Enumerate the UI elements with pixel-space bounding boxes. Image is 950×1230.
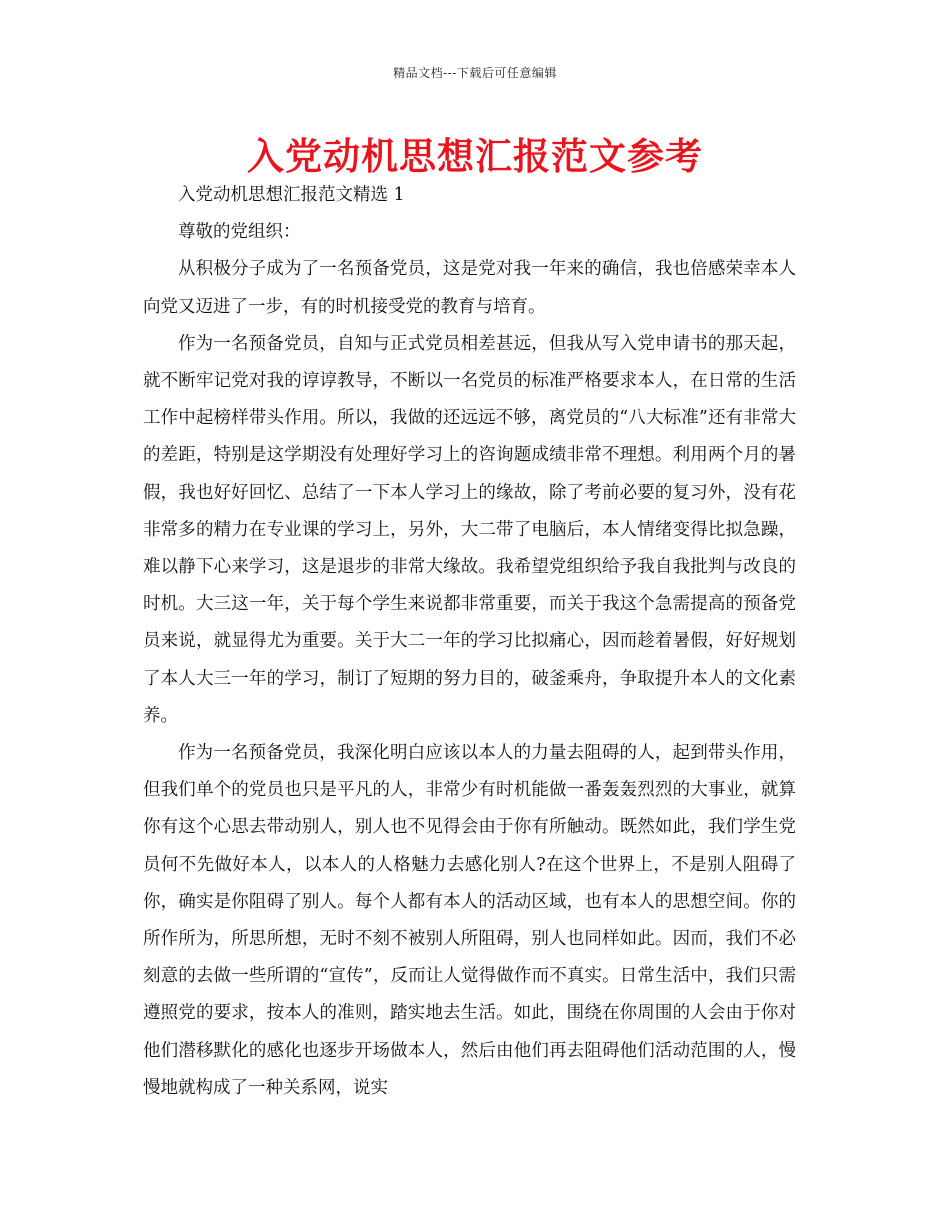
body-paragraph: 作为一名预备党员，自知与正式党员相差甚远，但我从写入党申请书的那天起，就不断牢记党对我的谆谆教导，不断以一名党员的标准严格要求本人，在日常的生活工作中起榜样带头作用。所以，我做的还远远不够，离党员的“八大标准”还有非常大的差距，特别是这学期没有处理好学习上的咨询题成绩非常不理想。利用两个月的暑假，我也好好回忆、总结了一下本人学习上的缘故，除了考前必要的复习外，没有花非常多的精力在专业课的学习上，另外，大二带了电脑后，本人情绪变得比拟急躁，难以静下心来学习，这是退步的非常大缘故。我希望党组织给予我自我批判与改良的时机。大三这一年，关于每个学生来说都非常重要，而关于我这个急需提高的预备党员来说，就显得尤为重要。关于大二一年的学习比拟痛心，因而趁着暑假，好好规划了本人大三一年的学习，制订了短期的努力目的，破釜乘舟，争取提升本人的文化素养。	[143, 333, 796, 726]
body-paragraph: 从积极分子成为了一名预备党员，这是党对我一年来的确信，我也倍感荣幸本人向党又迈进了一步，有的时机接受党的教育与培育。	[143, 259, 796, 317]
document-body	[143, 177, 796, 1107]
section-heading: 入党动机思想汇报范文精选 1	[178, 185, 405, 205]
page-header-note: 精品文档---下载后可任意编辑	[393, 66, 557, 80]
body-paragraph: 作为一名预备党员，我深化明白应该以本人的力量去阻碍的人，起到带头作用，但我们单个的党员也只是平凡的人，非常少有时机能做一番轰轰烈烈的大事业，就算你有这个心思去带动别人，别人也不见得会由于你有所触动。既然如此，我们学生党员何不先做好本人，以本人的人格魅力去感化别人?在这个世界上，不是别人阻碍了你，确实是你阻碍了别人。每个人都有本人的活动区域，也有本人的思想空间。你的所作所为，所思所想，无时不刻不被别人所阻碍，别人也同样如此。因而，我们不必刻意的去做一些所谓的“宣传”，反而让人觉得做作而不真实。日常生活中，我们只需遵照党的要求，按本人的准则，踏实地去生活。如此，围绕在你周围的人会由于你对他们潜移默化的感化也逐步开场做本人，然后由他们再去阻碍他们活动范围的人，慢慢地就构成了一种关系网，说实	[143, 743, 796, 1098]
salutation: 尊敬的党组织：	[178, 222, 301, 243]
document-title: 入党动机思想汇报范文参考	[247, 134, 703, 178]
